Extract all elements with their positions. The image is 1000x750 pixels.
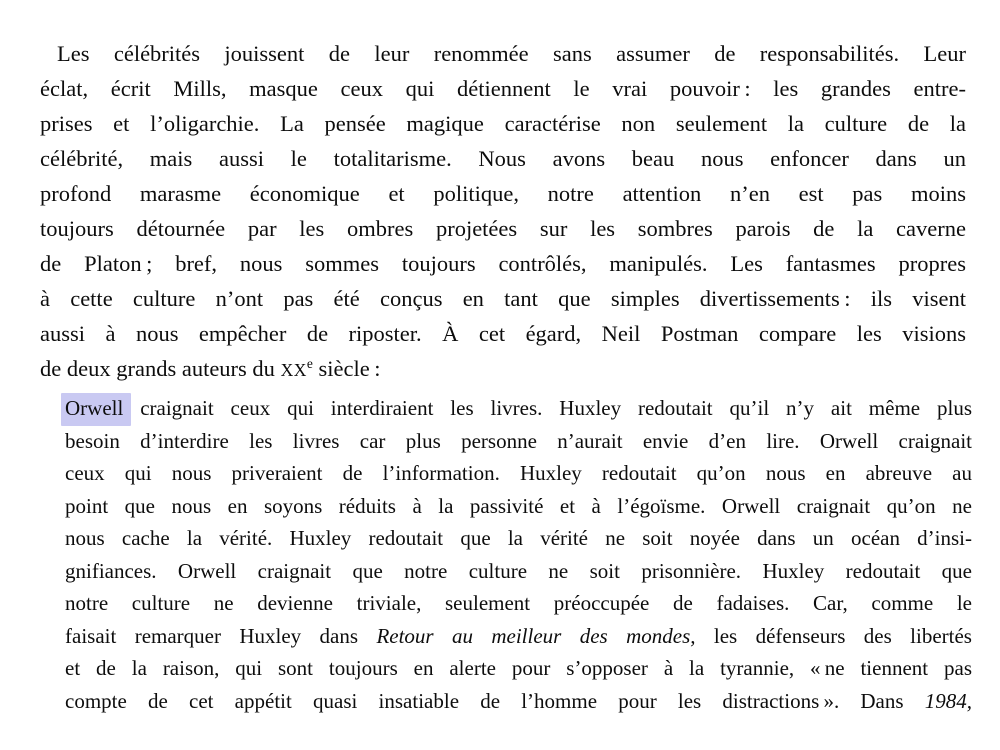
text-segment: toujours détournée par les ombres projetées sur les sombres parois de la caverne [40,216,966,241]
text-line [65,587,972,620]
text-line [40,141,966,176]
text-line [40,176,966,211]
text-segment: gnifiances. Orwell craignait que notre culture ne soit prisonnière. Huxley redoutait que [65,558,972,583]
text-segment: point que nous en soyons réduits à la passivité et à l’égoïsme. Orwell craignait qu’on ne [65,493,972,518]
text-segment: notre culture ne devienne triviale, seulement préoccupée de fadaises. Car, comme le [65,591,972,615]
text-line [40,211,966,246]
text-segment: ceux qui nous priveraient de l’information. Huxley redoutait qu’on nous en abreuve au [65,461,972,485]
text-line [40,106,966,141]
italic-text: Retour au meilleur des mondes, [376,623,696,648]
text-line [40,36,966,71]
text-segment: aussi à nous empêcher de riposter. À cet égard, Neil Postman compare les visions [40,321,966,346]
paragraph-blockquote [65,392,972,717]
text-segment: siècle : [312,356,381,381]
text-segment: profond marasme économique et politique, notre attention n’en est pas moins [40,181,966,206]
text-segment: les défenseurs des libertés [695,623,972,648]
text-line [65,425,972,458]
paragraph-main [40,36,966,389]
text-line [65,685,972,718]
text-line [65,392,972,425]
text-segment: à cette culture n’ont pas été conçus en tant que simples divertissements : ils visent [40,286,966,311]
text-segment: XX [280,360,307,380]
text-segment: de Platon ; bref, nous sommes toujours contrôlés, manipulés. Les fantasmes propres [40,251,966,276]
text-segment: nous cache la vérité. Huxley redoutait que la vérité ne soit noyée dans un océan d’insi- [65,526,972,550]
text-segment: prises et l’oligarchie. La pensée magique caractérise non seulement la culture de la [40,111,966,136]
text-line [40,71,966,106]
text-segment: faisait remarquer Huxley dans [65,623,377,648]
text-segment: et de la raison, qui sont toujours en alerte pour s’opposer à la tyrannie, « ne tiennent pas [65,656,972,680]
text-line [65,620,972,653]
text-line [40,281,966,316]
text-line [40,316,966,351]
text-line [40,246,966,281]
text-line [40,351,966,389]
text-line [65,522,972,555]
text-line [65,490,972,523]
italic-text: 1984, [924,688,972,713]
text-segment: e [306,355,313,371]
text-segment: craignait ceux qui interdiraient les livres. Huxley redoutait qu’il n’y ait même plus [123,396,972,420]
text-line [65,652,972,685]
text-segment: compte de cet appétit quasi insatiable de l’homme pour les distractions ». Dans [65,688,925,713]
text-line [65,457,972,490]
text-segment: éclat, écrit Mills, masque ceux qui détiennent le vrai pouvoir : les grandes entre- [40,76,966,101]
text-segment: célébrité, mais aussi le totalitarisme. Nous avons beau nous enfoncer dans un [40,146,966,171]
text-segment: besoin d’interdire les livres car plus personne n’aurait envie d’en lire. Orwell craignait [65,428,972,453]
text-segment: Les célébrités jouissent de leur renommée sans assumer de responsabilités. Leur [57,41,966,66]
highlighted-word[interactable]: Orwell [61,393,131,426]
text-line [65,555,972,588]
text-segment: de deux grands auteurs du [40,356,281,381]
